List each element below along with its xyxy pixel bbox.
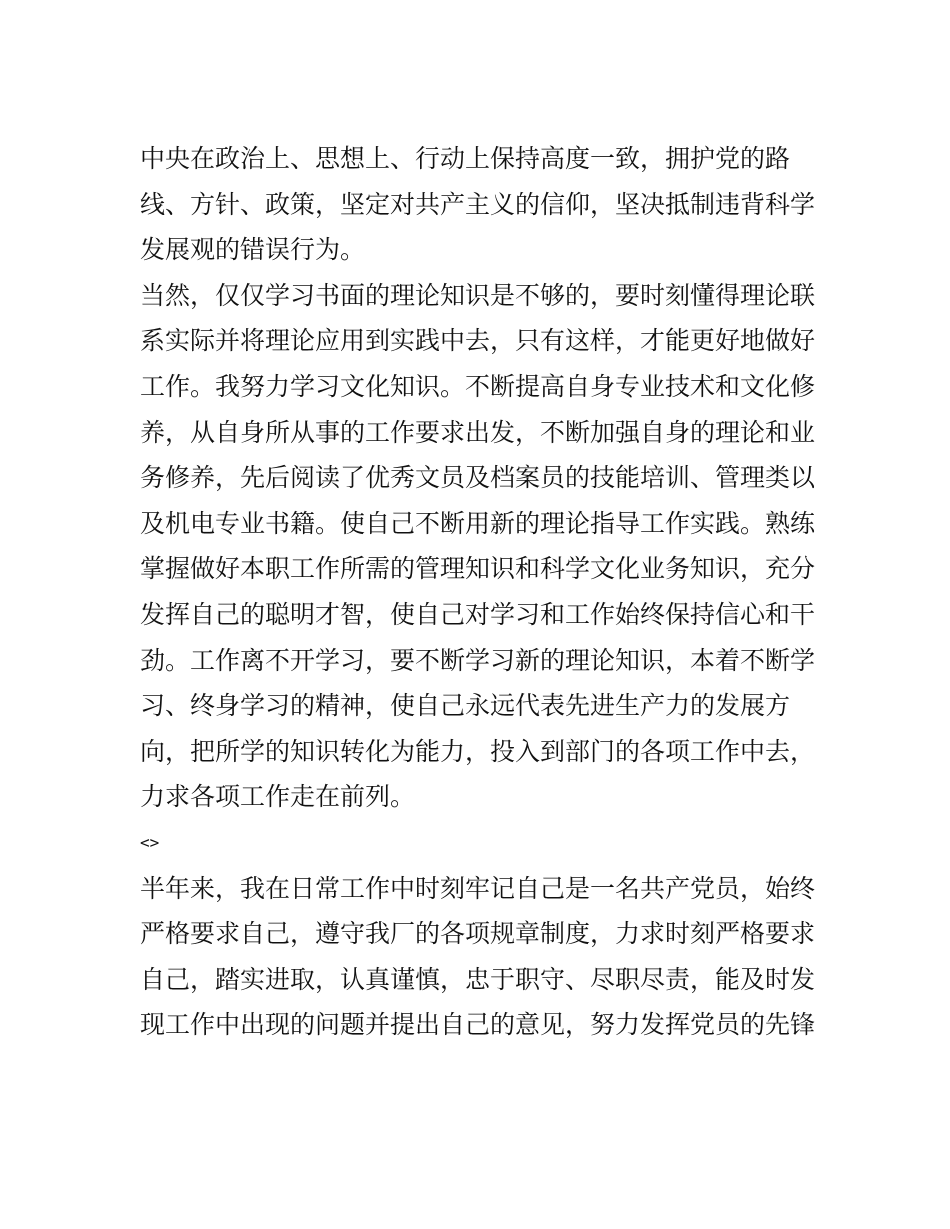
text-line: 习、终身学习的精神，使自己永远代表先进生产力的发展方	[140, 691, 791, 721]
separator-marker: <>	[140, 832, 160, 852]
text-line: 工作。我努力学习文化知识。不断提高自身专业技术和文化修	[140, 371, 816, 401]
text-line: 中央在政治上、思想上、行动上保持高度一致，拥护党的路	[140, 144, 791, 173]
document-body	[140, 136, 820, 1048]
text-line: 系实际并将理论应用到实践中去，只有这样，才能更好地做好	[140, 326, 816, 356]
text-line: 掌握做好本职工作所需的管理知识和科学文化业务知识，充分	[140, 554, 816, 584]
text-line: 自己，踏实进取，认真谨慎，忠于职守、尽职尽责，能及时发	[140, 964, 816, 994]
text-line: 发展观的错误行为。	[140, 235, 366, 265]
text-line: 现工作中出现的问题并提出自己的意见，努力发挥党员的先锋	[140, 1010, 816, 1040]
text-line: 养，从自身所从事的工作要求出发，不断加强自身的理论和业	[140, 417, 816, 447]
text-line: 务修养，先后阅读了优秀文员及档案员的技能培训、管理类以	[140, 463, 816, 493]
text-line: 向，把所学的知识转化为能力，投入到部门的各项工作中去，	[140, 736, 816, 766]
text-line: 线、方针、政策，坚定对共产主义的信仰，坚决抵制违背科学	[140, 189, 816, 219]
text-line: 及机电专业书籍。使自己不断用新的理论指导工作实践。熟练	[140, 508, 816, 538]
text-line: 严格要求自己，遵守我厂的各项规章制度，力求时刻严格要求	[140, 919, 816, 949]
text-line: 劲。工作离不开学习，要不断学习新的理论知识，本着不断学	[140, 645, 816, 675]
text-line: 力求各项工作走在前列。	[140, 782, 416, 812]
text-line: 当然，仅仅学习书面的理论知识是不够的，要时刻懂得理论联	[140, 280, 816, 310]
text-line: 发挥自己的聪明才智，使自己对学习和工作始终保持信心和干	[140, 599, 816, 629]
text-line: 半年来，我在日常工作中时刻牢记自己是一名共产党员，始终	[140, 873, 816, 903]
